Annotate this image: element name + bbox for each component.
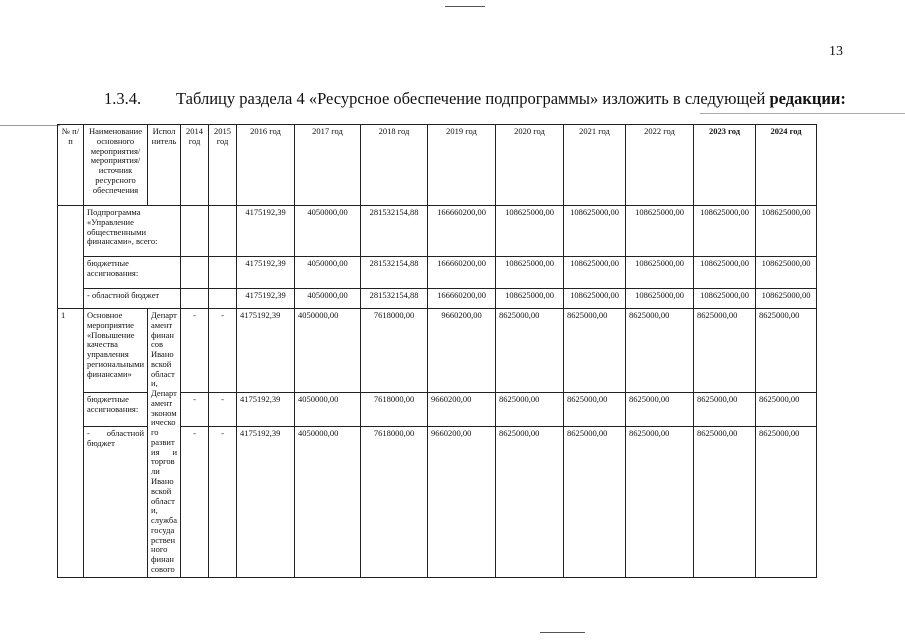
table-cell: 4050000,00 <box>295 392 361 426</box>
header-2018: 2018 год <box>361 125 428 206</box>
item1-label: Основное мероприятие «Повышение качества управления региональными финансами» <box>84 309 148 393</box>
subprogram-row <box>58 206 817 257</box>
header-name: Наименование основного мероприятия/ мероприятия/ источник ресурсного обеспечения <box>84 125 148 206</box>
header-2016: 2016 год <box>237 125 295 206</box>
page-number: 13 <box>829 44 843 59</box>
table-cell: 108625000,00 <box>756 206 817 257</box>
table-cell: 8625000,00 <box>496 392 564 426</box>
table-cell: 8625000,00 <box>564 392 626 426</box>
subprogram-label: Подпрограмма «Управление общественными финансами», всего: <box>84 206 181 257</box>
table-cell: 281532154,88 <box>361 206 428 257</box>
table-cell: 8625000,00 <box>564 309 626 393</box>
header-2021: 2021 год <box>564 125 626 206</box>
regional-row <box>58 289 817 309</box>
table-cell: 8625000,00 <box>564 427 626 577</box>
table-cell: 8625000,00 <box>756 392 817 426</box>
table-cell: 8625000,00 <box>694 427 756 577</box>
heading-text-bold: редакции: <box>769 89 846 108</box>
section-heading <box>104 89 846 109</box>
item1-budget-2015: - <box>209 392 237 426</box>
item1-row <box>58 309 817 393</box>
header-2019: 2019 год <box>428 125 496 206</box>
regional-label: - областной бюджет <box>84 289 181 309</box>
table-cell: 108625000,00 <box>694 289 756 309</box>
budget-row <box>58 257 817 289</box>
table-cell: 166660200,00 <box>428 206 496 257</box>
table-cell: 4175192,39 <box>237 289 295 309</box>
item1-num: 1 <box>58 309 84 578</box>
header-2015: 2015 год <box>209 125 237 206</box>
heading-text: Таблицу раздела 4 «Ресурсное обеспечение подпрограммы» изложить в следующей <box>176 89 766 108</box>
table-cell: 7618000,00 <box>361 392 428 426</box>
table-cell: 281532154,88 <box>361 289 428 309</box>
item1-regional-2015: - <box>209 427 237 577</box>
item1-budget-label: бюджетные ассигнования: <box>84 392 148 426</box>
header-num: № п/п <box>58 125 84 206</box>
scan-artifact-bottom <box>540 632 585 633</box>
table-cell: 108625000,00 <box>694 206 756 257</box>
table-header-row <box>58 125 817 206</box>
table-cell: 8625000,00 <box>756 309 817 393</box>
header-2023: 2023 год <box>694 125 756 206</box>
table-cell: 108625000,00 <box>756 289 817 309</box>
item1-executor: Департамент финансов Ивановской области, Департамент экономического развития и торговли Ивановской области, служба государственного финансового <box>148 309 181 578</box>
resource-table <box>57 124 817 578</box>
table-cell: 8625000,00 <box>626 427 694 577</box>
table-cell: 108625000,00 <box>626 257 694 289</box>
table-cell: 108625000,00 <box>694 257 756 289</box>
header-2024: 2024 год <box>756 125 817 206</box>
table-cell: 4175192,39 <box>237 427 295 577</box>
header-executor: Исполнитель <box>148 125 181 206</box>
table-cell: 8625000,00 <box>626 392 694 426</box>
table-cell: 8625000,00 <box>496 427 564 577</box>
regional-2014 <box>181 289 209 309</box>
table-cell: 108625000,00 <box>496 289 564 309</box>
table-cell: 9660200,00 <box>428 392 496 426</box>
budget-2014 <box>181 257 209 289</box>
item1-regional-2014: - <box>181 427 209 577</box>
table-cell: 166660200,00 <box>428 257 496 289</box>
table-cell: 166660200,00 <box>428 289 496 309</box>
table-cell: 8625000,00 <box>756 427 817 577</box>
scan-artifact-top <box>445 6 485 7</box>
table-cell: 4050000,00 <box>295 206 361 257</box>
item1-2014: - <box>181 309 209 393</box>
subprogram-2015 <box>209 206 237 257</box>
table-cell: 7618000,00 <box>361 427 428 577</box>
table-cell: 9660200,00 <box>428 427 496 577</box>
item1-budget-2014: - <box>181 392 209 426</box>
table-cell: 108625000,00 <box>564 257 626 289</box>
table-cell: 108625000,00 <box>496 257 564 289</box>
table-cell: 8625000,00 <box>626 309 694 393</box>
subprogram-2014 <box>181 206 209 257</box>
table-cell: 8625000,00 <box>694 392 756 426</box>
table-cell: 108625000,00 <box>564 289 626 309</box>
table-cell: 4175192,39 <box>237 206 295 257</box>
budget-2015 <box>209 257 237 289</box>
table-cell: 108625000,00 <box>626 289 694 309</box>
item1-2015: - <box>209 309 237 393</box>
table-cell: 108625000,00 <box>756 257 817 289</box>
scan-artifact-left <box>0 125 60 126</box>
table-cell: 8625000,00 <box>694 309 756 393</box>
heading-number: 1.3.4. <box>104 89 142 108</box>
table-cell: 4175192,39 <box>237 257 295 289</box>
table-cell: 4050000,00 <box>295 257 361 289</box>
table-cell: 281532154,88 <box>361 257 428 289</box>
table-cell: 4175192,39 <box>237 309 295 393</box>
header-2017: 2017 год <box>295 125 361 206</box>
table-cell: 108625000,00 <box>626 206 694 257</box>
budget-label: бюджетные ассигнования: <box>84 257 181 289</box>
header-2022: 2022 год <box>626 125 694 206</box>
table-cell: 108625000,00 <box>496 206 564 257</box>
table-cell: 4050000,00 <box>295 289 361 309</box>
table-cell: 7618000,00 <box>361 309 428 393</box>
table-cell: 8625000,00 <box>496 309 564 393</box>
regional-2015 <box>209 289 237 309</box>
table-cell: 4050000,00 <box>295 427 361 577</box>
header-2014: 2014 год <box>181 125 209 206</box>
table-cell: 4050000,00 <box>295 309 361 393</box>
header-2020: 2020 год <box>496 125 564 206</box>
scan-artifact-right <box>700 113 905 114</box>
subprogram-num-cell <box>58 206 84 309</box>
table-cell: 108625000,00 <box>564 206 626 257</box>
item1-regional-label: - областной бюджет <box>84 427 148 577</box>
table-cell: 4175192,39 <box>237 392 295 426</box>
table-cell: 9660200,00 <box>428 309 496 393</box>
